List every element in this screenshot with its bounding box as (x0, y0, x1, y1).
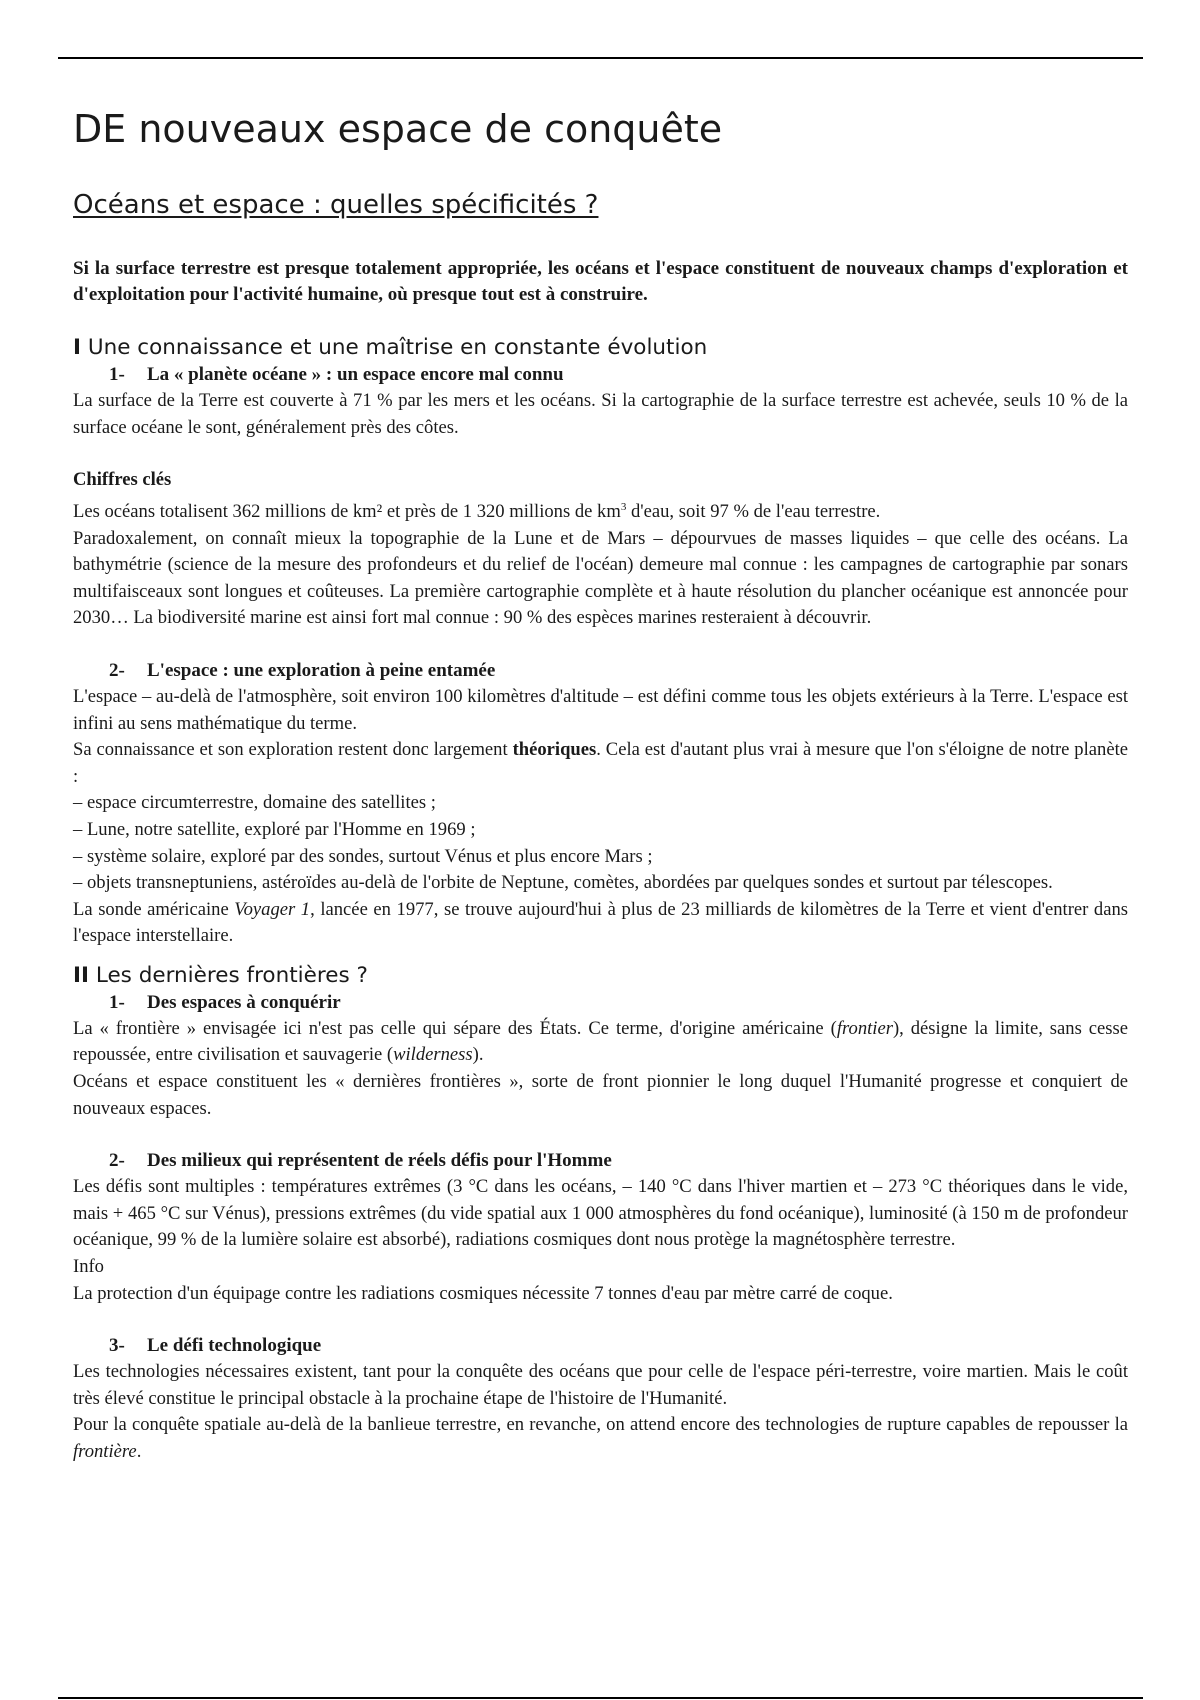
paragraph: La surface de la Terre est couverte à 71 % par les mers et les océans. Si la cartographie de la surface terrestre est achevée, seuls 10 % de la surface océane le sont, généralement près des côtes. (73, 390, 1128, 438)
key-figures-text: Les océans totalisent 362 millions de km² et près de 1 320 millions de $km^3$ d'eau, soit 97 % de l'eau terrestre. (73, 500, 881, 522)
document-body (73, 104, 1128, 1466)
section-title: L'espace : une exploration à peine entamée (147, 659, 496, 681)
info-label: Info (73, 1256, 104, 1278)
page-title: DE nouveaux espace de conquête (73, 107, 723, 151)
list-item: – Lune, notre satellite, exploré par l'Homme en 1969 ; (73, 818, 476, 840)
part-2-section-1-heading (73, 990, 1128, 1016)
part-2-title: Les dernières frontières ? (95, 962, 368, 988)
paragraph: La sonde américaine Voyager 1, lancée en 1977, se trouve aujourd'hui à plus de 23 milliards de kilomètres de la Terre et vient d'entrer dans l'espace interstellaire. (73, 898, 1129, 947)
paragraph: Les technologies nécessaires existent, tant pour la conquête des océans que pour celle de l'espace péri-terrestre, voire martien. Mais le coût très élevé constitue le principal obstacle à la prochaine étape de l'histoire de l'Humanité. (73, 1361, 1128, 1409)
part-2-section-2-heading (73, 1148, 1128, 1174)
section-index: 3- (109, 1335, 125, 1357)
section-title: Le défi technologique (147, 1335, 322, 1357)
part-1-section-1-heading (73, 362, 1128, 388)
intro-paragraph: Si la surface terrestre est presque totalement appropriée, les océans et l'espace constituent de nouveaux champs d'exploration et d'exploitation pour l'activité humaine, où presque tout est à construire. (73, 258, 1128, 305)
paragraph: L'espace – au-delà de l'atmosphère, soit environ 100 kilomètres d'altitude – est défini comme tous les objets extérieurs à la Terre. L'espace est infini au sens mathématique du terme. (73, 685, 1128, 734)
info-text: La protection d'un équipage contre les radiations cosmiques nécessite 7 tonnes d'eau par mètre carré de coque. (73, 1282, 893, 1304)
key-figures-label: Chiffres clés (73, 469, 172, 491)
section-title: La « planète océane » : un espace encore mal connu (147, 364, 564, 385)
paragraph: Paradoxalement, on connaît mieux la topographie de la Lune et de Mars – dépourvues de masses liquides – que celle des océans. La bathymétrie (science de la mesure des profondeurs et du relief de l'océan) demeure mal connue : les campagnes de cartographie par sonars multifaisceaux sont longues et coûteuses. La première cartographie complète et à haute résolution du plancher océanique est annoncée pour 2030… La biodiversité marine est ainsi fort mal connue : 90 % des espèces marines resteraient à découvrir. (73, 527, 1128, 629)
paragraph: Océans et espace constituent les « dernières frontières », sorte de front pionnier le long duquel l'Humanité progresse et conquiert de nouveaux espaces. (73, 1071, 1128, 1119)
footer-rule (58, 1697, 1143, 1699)
section-title: Des espaces à conquérir (147, 991, 341, 1013)
list-item: – espace circumterrestre, domaine des satellites ; (73, 792, 436, 814)
paragraph: Pour la conquête spatiale au-delà de la banlieue terrestre, en revanche, on attend encore des technologies de rupture capables de repousser la frontière. (73, 1414, 1128, 1462)
part-2-heading (73, 962, 1128, 990)
list-item: – objets transneptuniens, astéroïdes au-delà de l'orbite de Neptune, comètes, abordées par quelques sondes et surtout par télescopes. (73, 872, 1053, 894)
part-1-section-2-heading (73, 658, 1128, 684)
part-1-number: I (73, 335, 81, 360)
part-1-title: Une connaissance et une maîtrise en constante évolution (87, 335, 708, 360)
section-index: 1- (109, 991, 125, 1013)
part-2-number: II (73, 962, 89, 988)
header-rule (58, 57, 1143, 59)
section-title: Des milieux qui représentent de réels défis pour l'Homme (147, 1150, 612, 1172)
paragraph: La « frontière » envisagée ici n'est pas celle qui sépare des États. Ce terme, d'origine américaine (frontier), désigne la limite, sans cesse repoussée, entre civilisation et sauvagerie (wilderness). (73, 1017, 1128, 1066)
list-item: – système solaire, exploré par des sondes, surtout Vénus et plus encore Mars ; (73, 845, 653, 867)
section-index: 2- (109, 659, 125, 681)
paragraph: Les défis sont multiples : températures extrêmes (3 °C dans les océans, – 140 °C dans l'hiver martien et – 273 °C théoriques dans le vide, mais + 465 °C sur Vénus), pressions extrêmes (du vide spatial aux 1 000 atmosphères du fond océanique), luminosité (à 150 m de profondeur océanique, 99 % de la lumière solaire est absorbé), radiations cosmiques dont nous protège la magnétosphère terrestre. (73, 1176, 1128, 1251)
section-index: 1- (109, 364, 125, 385)
part-1-heading (73, 334, 1128, 362)
part-2-section-3-heading (73, 1333, 1128, 1359)
section-index: 2- (109, 1150, 125, 1172)
page-subtitle: Océans et espace : quelles spécificités ? (73, 190, 599, 220)
paragraph: Sa connaissance et son exploration restent donc largement théoriques. Cela est d'autant plus vrai à mesure que l'on s'éloigne de notre planète : (73, 739, 1128, 787)
